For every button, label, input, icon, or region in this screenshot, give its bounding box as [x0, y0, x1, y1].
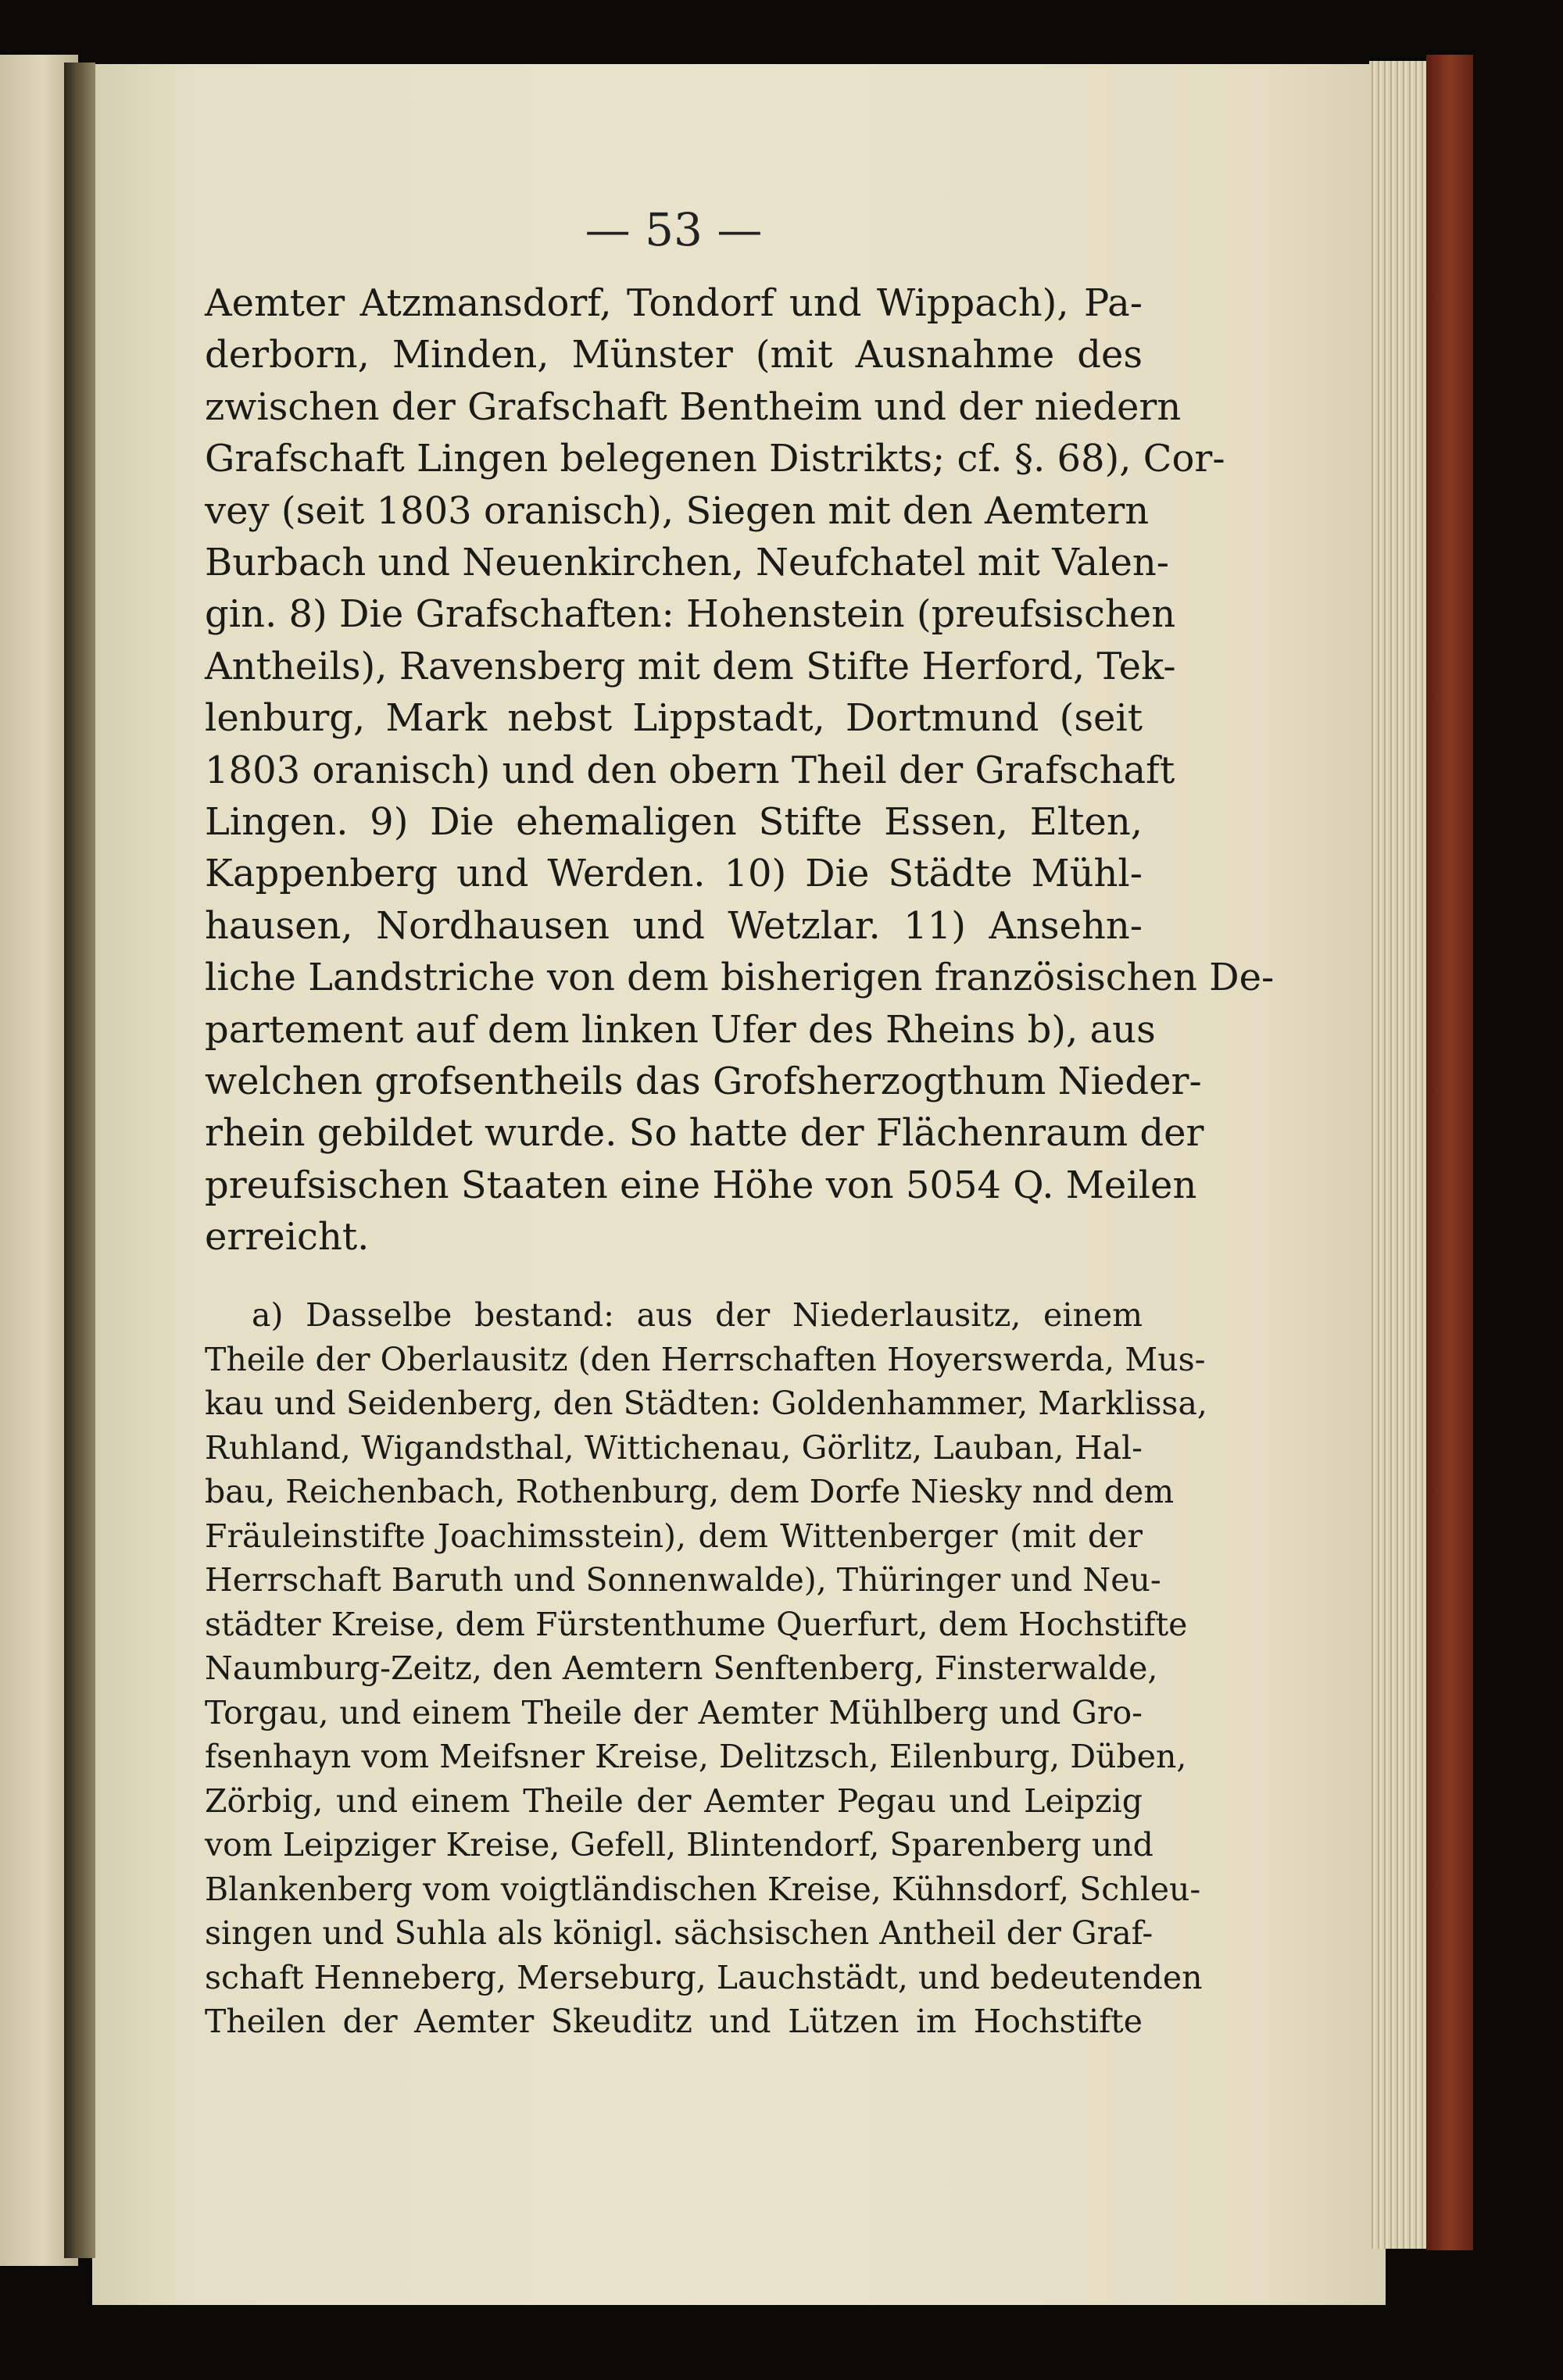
text-line: lenburg, Mark nebst Lippstadt, Dortmund (seit: [205, 696, 1143, 741]
book-cover-edge: [1426, 55, 1473, 2250]
footnote-line: Herrschaft Baruth und Sonnenwalde), Thüringer und Neu-: [205, 1561, 1161, 1599]
text-line: liche Landstriche von dem bisherigen französischen De-: [205, 956, 1275, 1000]
footnote-line: a) Dasselbe bestand: aus der Niederlausitz, einem: [252, 1296, 1143, 1334]
footnote-line: Blankenberg vom voigtländischen Kreise, Kühnsdorf, Schleu-: [205, 1870, 1201, 1908]
text-line: Burbach und Neuenkirchen, Neufchatel mit Valen-: [205, 541, 1169, 584]
footnote-line: Fräuleinstifte Joachimsstein), dem Wittenberger (mit der: [205, 1517, 1143, 1555]
text-line: gin. 8) Die Grafschaften: Hohenstein (preufsischen: [205, 592, 1176, 637]
footnote-line: Theile der Oberlausitz (den Herrschaften Hoyerswerda, Mus-: [205, 1340, 1206, 1378]
footnote-line: Theilen der Aemter Skeuditz und Lützen im Hochstifte: [205, 2003, 1143, 2040]
text-line: Kappenberg und Werden. 10) Die Städte Mühl-: [205, 852, 1143, 896]
footnote-line: vom Leipziger Kreise, Gefell, Blintendorf, Sparenberg und: [205, 1826, 1153, 1864]
text-line: Lingen. 9) Die ehemaligen Stifte Essen, Elten,: [205, 800, 1143, 844]
page-edges: [1369, 61, 1432, 2249]
text-line: preufsischen Staaten eine Höhe von 5054 Q. Meilen: [205, 1163, 1197, 1207]
footnote-line: bau, Reichenbach, Rothenburg, dem Dorfe Niesky nnd dem: [205, 1473, 1175, 1510]
text-line: rhein gebildet wurde. So hatte der Flächenraum der: [205, 1111, 1204, 1156]
footnote-line: schaft Henneberg, Merseburg, Lauchstädt, und bedeutenden: [205, 1958, 1203, 1996]
footnote-line: Zörbig, und einem Theile der Aemter Pegau und Leipzig: [205, 1781, 1143, 1820]
text-line: partement auf dem linken Ufer des Rheins b), aus: [205, 1007, 1156, 1052]
footnote-line: städter Kreise, dem Fürstenthume Querfurt, dem Hochstifte: [205, 1605, 1188, 1643]
text-line: hausen, Nordhausen und Wetzlar. 11) Ansehn-: [205, 903, 1143, 948]
text-line: Grafschaft Lingen belegenen Distrikts; cf. §. 68), Cor-: [205, 437, 1225, 481]
text-line: 1803 oranisch) und den obern Theil der Grafschaft: [205, 748, 1175, 792]
page-number: — 53 —: [585, 203, 763, 256]
footnote-line: singen und Suhla als königl. sächsischen Antheil der Graf-: [205, 1914, 1153, 1952]
text-line: erreicht.: [205, 1215, 370, 1260]
book-gutter: [64, 63, 95, 2258]
footnote-line: Ruhland, Wigandsthal, Wittichenau, Görlitz, Lauban, Hal-: [205, 1428, 1143, 1467]
text-line: Antheils), Ravensberg mit dem Stifte Herford, Tek-: [205, 644, 1176, 688]
footnote-line: fsenhayn vom Meifsner Kreise, Delitzsch, Eilenburg, Düben,: [205, 1738, 1187, 1775]
footnote-line: Naumburg-Zeitz, den Aemtern Senftenberg, Finsterwalde,: [205, 1649, 1158, 1687]
text-line: derborn, Minden, Münster (mit Ausnahme des: [205, 333, 1143, 377]
footnote-line: kau und Seidenberg, den Städten: Goldenhammer, Marklissa,: [205, 1385, 1207, 1422]
footnote-line: Torgau, und einem Theile der Aemter Mühlberg und Gro-: [205, 1693, 1143, 1731]
text-line: Aemter Atzmansdorf, Tondorf und Wippach), Pa-: [205, 281, 1143, 325]
text-line: vey (seit 1803 oranisch), Siegen mit den Aemtern: [205, 488, 1150, 533]
text-line: zwischen der Grafschaft Bentheim und der niedern: [205, 384, 1182, 429]
text-line: welchen grofsentheils das Grofsherzogthum Nieder-: [205, 1060, 1202, 1103]
